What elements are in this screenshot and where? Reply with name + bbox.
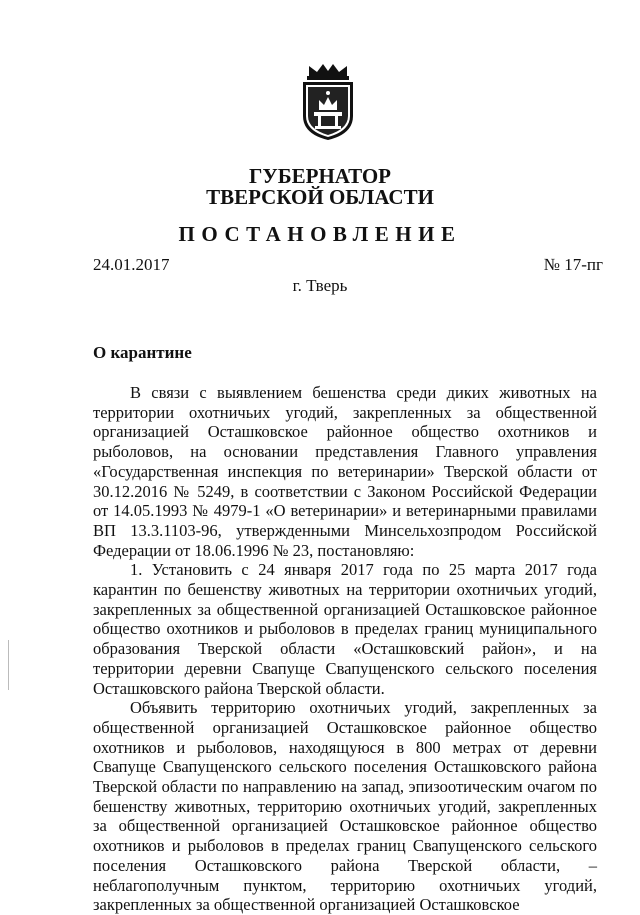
- body-paragraph-item-1: 1. Установить с 24 января 2017 года по 25 марта 2017 года карантин по бешенству животных на территории охотничьих угодий, закрепленных за общественной организацией Осташковское районное общество охотников и рыболовов в пределах границ муниципального образования Тверской области «Осташковский район», и на территории деревни Свапуще Свапущенского сельского поселения Осташковского района Тверской области.: [93, 560, 597, 698]
- coat-of-arms-icon: [297, 62, 359, 142]
- body-paragraph-preamble: В связи с выявлением бешенства среди диких животных на территории охотничьих угодий, закрепленных за общественной организацией Осташковское районное общество охотников и рыболовов, на основании представления Главного управления «Государственная инспекция по ветеринарии» Тверской области от 30.12.2016 № 5249, в соответствии с Законом Российской Федерации от 14.05.1993 № 4979-1 «О ветеринарии» и ветеринарными правилами ВП 13.3.1103-96, утвержденными Минсельхозпродом Российской Федерации от 18.06.1996 № 23, постановляю:: [93, 383, 597, 560]
- document-city: г. Тверь: [292, 276, 348, 295]
- document-subject: О карантине: [93, 343, 192, 362]
- body-paragraph-declaration: Объявить территорию охотничьих угодий, закрепленных за общественной организацией Осташковское районное общество охотников и рыболовов, находящуюся в 800 метрах от деревни Свапуще Свапущенского сельского поселения Осташковского района Тверской области по направлению на запад, эпизоотическим очагом по бешенству животных, территорию охотничьих угодий, закрепленных за общественной организацией Осташковское районное общество охотников и рыболовов в пределах границ Свапущенского сельского поселения Осташковского района Тверской области, – неблагополучным пунктом, территорию охотничьих угодий, закрепленных за общественной организацией Осташковское: [93, 698, 597, 915]
- issuer-title-line2: ТВЕРСКОЙ ОБЛАСТИ: [206, 185, 434, 209]
- document-body: [93, 383, 597, 915]
- document-type: ПОСТАНОВЛЕНИЕ: [178, 222, 462, 246]
- document-date: 24.01.2017: [93, 255, 170, 274]
- document-number: № 17-пг: [543, 255, 603, 274]
- issuer-title-line1: ГУБЕРНАТОР: [248, 164, 392, 188]
- scan-margin-mark: [8, 640, 9, 690]
